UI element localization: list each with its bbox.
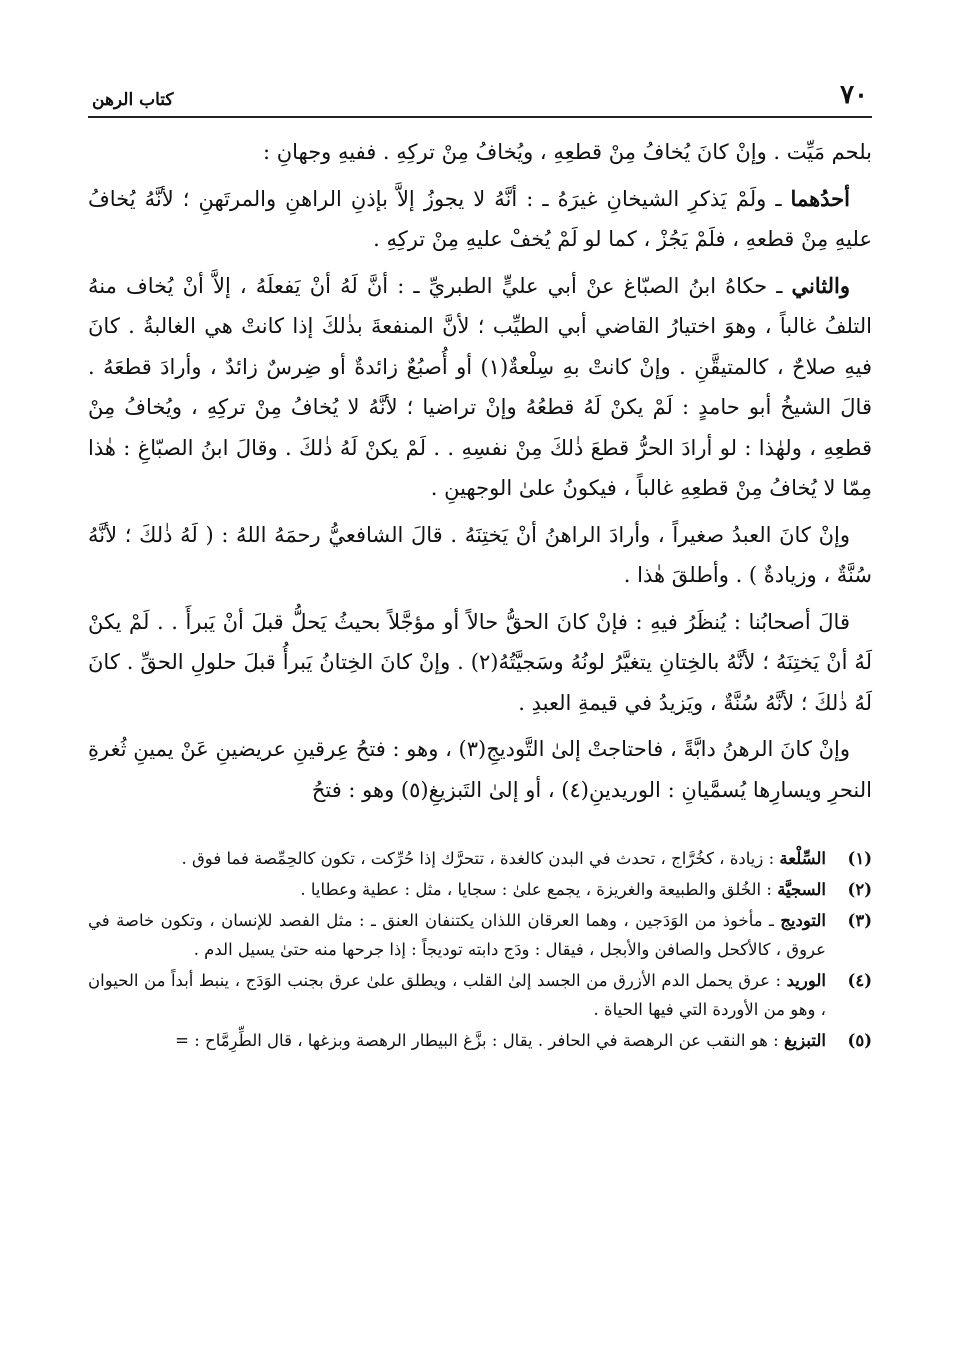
paragraph: [88, 602, 872, 724]
page-number: ٧٠: [840, 80, 868, 110]
paragraph: [88, 729, 872, 810]
paragraph-text: ـ ولَمْ يَذكرِ الشيخانِ غيرَهُ ـ : أنَّهُ لا يجوزُ إلاَّ بإذنِ الراهنِ والمرتَهنِ ؛ لأنَّهُ يُخافُ عليهِ مِنْ قطعهِ ، فلَمْ يَجُزْ ، كما لو لَمْ يُخفْ عليهِ مِنْ تركِهِ .: [88, 186, 872, 251]
footnote-body: [88, 875, 826, 904]
running-title: كتاب الرهن: [92, 90, 174, 110]
paragraph: [88, 132, 872, 173]
footnote-number: (٤): [847, 971, 872, 990]
footnote-term: الوريد: [786, 971, 826, 990]
paragraph-lead: والثاني: [791, 272, 850, 298]
footnote-term: التوديج: [780, 911, 826, 930]
footnote-text: : الخُلق والطبيعة والغريزة ، يجمع علىٰ : سجايا ، مثل : عطية وعطايا .: [300, 880, 778, 899]
paragraph-text: وإنْ كانَ الرهنُ دابَّةً ، فاحتاجتْ إلىٰ التَّوديجِ(٣) ، وهو : فتحُ عِرقينِ عريضينِ عَنْ يمينِ ثُغرةِ النحرِ ويسارِها يُسمَّيانِ : الوريدينِ(٤) ، أو إلىٰ التَبزيغِ(٥) وهو : فتحُ: [88, 737, 872, 802]
footnote: [88, 906, 872, 964]
footnote-text: : زيادة ، كخُرَّاج ، تحدث في البدن كالغدة ، تتحرَّك إذا حُرِّكت ، تكون كالحِمِّصة فما فوق .: [181, 849, 780, 868]
footnote-text: : عرق يحمل الدم الأزرق من الجسد إلىٰ القلب ، ويطلق علىٰ عرق بجنب الوَدَج ، ينبط أبداً من الحيوان ، وهو من الأوردة التي فيها الحياة .: [88, 971, 826, 1019]
footnote-term: السِّلْعة: [779, 849, 826, 868]
footnote: [88, 844, 872, 873]
paragraph-text: وإنْ كانَ العبدُ صغيراً ، وأرادَ الراهنُ أنْ يَختِنَهُ . قالَ الشافعيُّ رحمَهُ اللهُ : ( لَهُ ذٰلكَ ؛ لأنَّهُ سُنَّةٌ ، وزيادةٌ ) . وأطلقَ هٰذا .: [88, 522, 872, 587]
footnote-number: (٥): [847, 1031, 872, 1050]
footnote-number: (٣): [847, 911, 872, 930]
footnote-body: [88, 906, 826, 964]
footnote-text: ـ مأخوذ من الوَدَجين ، وهما العرقان اللذان يكتنفان العنق ـ : مثل الفصد للإنسان ، وتكون خاصة في عروق ، كالأكحل والصافن والأبجل ، فيقال : ودَج دابته توديجاً : إذا جرحها منه حتىٰ يسيل الدم .: [88, 911, 826, 959]
page-header: [88, 70, 872, 118]
footnote-body: [88, 1026, 826, 1055]
footnote: [88, 875, 872, 904]
footnote-number: (٢): [847, 880, 872, 899]
footnote-term: السجيَّة: [777, 880, 826, 899]
footnote: [88, 966, 872, 1024]
paragraph-text: قالَ أصحابُنا : يُنظَرُ فيهِ : فإنْ كانَ الحقُّ حالاً أو مؤجَّلاً بحيثُ يَحلُّ قبلَ أنْ يَبرأَ . . لَمْ يكنْ لَهُ أنْ يَختِنَهُ ؛ لأنَّهُ بالخِتانِ يتغيَّرُ لونُهُ وسَجيَّتُهُ(٢) . وإنْ كانَ الخِتانُ يَبرأُ قبلَ حلولِ الحقِّ . كانَ لَهُ ذٰلكَ ؛ لأنَّهُ سُنَّةٌ ، ويَزيدُ في قيمةِ العبدِ .: [88, 609, 873, 715]
footnotes: [88, 844, 872, 1055]
footnote-text: : هو النقب عن الرهصة في الحافر . يقال : بزَّغ البيطار الرهصة وبزغها ، قال الطِّرِمَّاح : =: [175, 1031, 784, 1050]
paragraph-text: ـ حكاهُ ابنُ الصبّاغ عنْ أبي عليٍّ الطبريِّ ـ : أنَّ لَهُ أنْ يَفعلَهُ ، إلاَّ أنْ يُخاف منهُ التلفُ غالباً ، وهوَ اختيارُ القاضي أبي الطيِّب ؛ لأنَّ المنفعةَ بذٰلكَ إذا كانتْ هي الغالبةُ . كانَ فيهِ صلاحٌ ، كالمتيقَّنِ . وإنْ كانتْ بهِ سِلْعةٌ(١) أو أُصبُعٌ زائدةٌ أو ضِرسٌ زائدٌ ، وأرادَ قطعَهُ . قالَ الشيخُ أبو حامدٍ : لَمْ يكنْ لَهُ قطعُهُ وإنْ تراضيا ؛ لأنَّهُ لا يُخافُ مِنْ تركِهِ ، ويُخافُ مِنْ قطعِهِ ، ولهٰذا : لو أرادَ الحرُّ قطعَ ذٰلكَ مِنْ نفسِهِ . . لَمْ يكنْ لَهُ ذٰلكَ . وقالَ ابنُ الصبّاغِ : هٰذا مِمّا لا يُخافُ مِنْ قطعِهِ غالباً ، فيكونُ علىٰ الوجهينِ .: [88, 273, 872, 500]
book-page: [88, 70, 872, 1324]
paragraph: [88, 515, 872, 596]
footnote-body: [88, 966, 826, 1024]
footnote: [88, 1026, 872, 1055]
footnote-number: (١): [847, 849, 872, 868]
main-text: [88, 132, 872, 810]
footnote-term: التبزيغ: [783, 1031, 826, 1050]
paragraph-text: بلحم مَيِّت . وإنْ كانَ يُخافُ مِنْ قطعِهِ ، ويُخافُ مِنْ تركِهِ . ففيهِ وجهانِ :: [262, 140, 872, 164]
footnote-body: [88, 844, 826, 873]
paragraph: [88, 266, 872, 509]
paragraph-lead: أحدُهما: [790, 185, 850, 211]
paragraph: [88, 179, 872, 260]
